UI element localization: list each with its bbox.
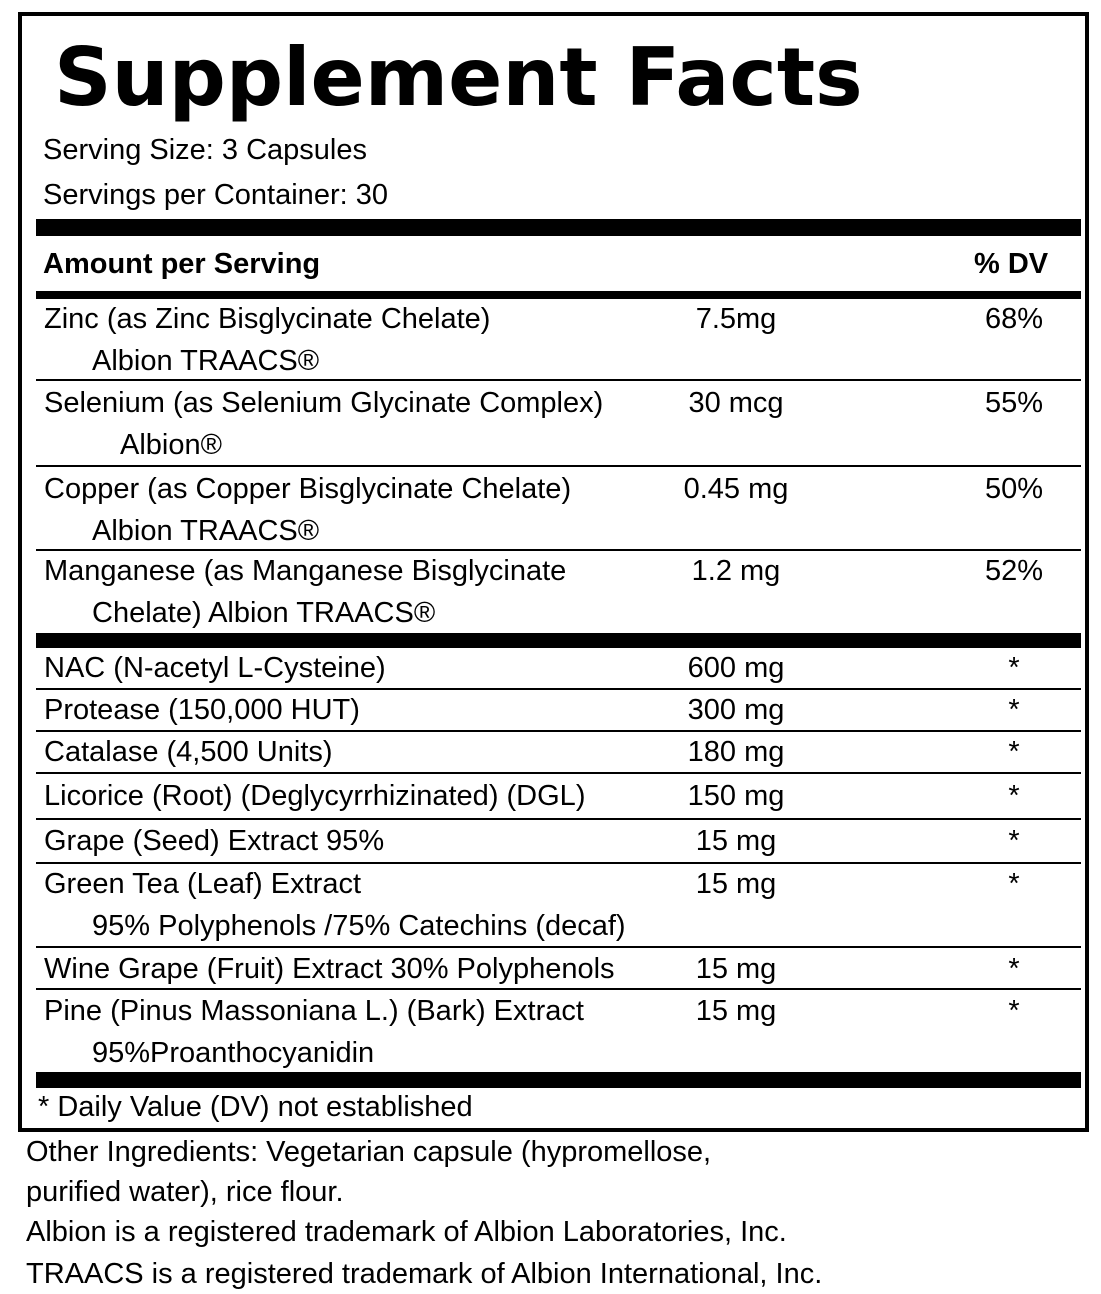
trademark-traacs: TRAACS is a registered trademark of Albion International, Inc.	[26, 1258, 823, 1290]
ingredient-amount: 600 mg	[687, 652, 785, 684]
ingredient-amount: 15 mg	[695, 868, 777, 900]
nutrient-dv: 50%	[984, 473, 1044, 505]
nutrient-dv: 68%	[984, 303, 1044, 335]
ingredient-amount: 15 mg	[695, 825, 777, 857]
serving-size: Serving Size: 3 Capsules	[43, 134, 367, 166]
ingredient-row-nac	[36, 648, 1081, 688]
nutrient-source: Chelate) Albion TRAACS®	[92, 597, 436, 629]
ingredient-amount: 15 mg	[695, 953, 777, 985]
ingredient-dv: *	[1008, 868, 1020, 900]
nutrient-row-manganese	[36, 551, 1081, 633]
nutrient-amount: 7.5mg	[695, 303, 777, 335]
ingredient-row-pine-bark	[36, 990, 1081, 1072]
ingredient-detail: 95%Proanthocyanidin	[92, 1037, 375, 1069]
thick-divider-bottom	[36, 1072, 1081, 1088]
ingredient-row-catalase	[36, 732, 1081, 772]
nutrient-row-zinc	[36, 299, 1081, 379]
ingredient-row-grape-seed	[36, 820, 1081, 862]
ingredient-dv: *	[1008, 652, 1020, 684]
thick-divider-top	[36, 219, 1081, 236]
ingredient-name: NAC (N-acetyl L-Cysteine)	[44, 652, 386, 684]
ingredient-name: Grape (Seed) Extract 95%	[44, 825, 385, 857]
panel-title: Supplement Facts	[54, 31, 863, 124]
ingredient-dv: *	[1008, 736, 1020, 768]
nutrient-source: Albion TRAACS®	[92, 345, 320, 377]
supplement-facts-panel	[18, 12, 1089, 1132]
nutrient-source: Albion TRAACS®	[92, 515, 320, 547]
ingredient-name: Pine (Pinus Massoniana L.) (Bark) Extract	[44, 995, 584, 1027]
ingredient-amount: 150 mg	[687, 780, 785, 812]
nutrient-name: Manganese (as Manganese Bisglycinate	[44, 555, 567, 587]
ingredient-row-protease	[36, 690, 1081, 730]
ingredient-name: Catalase (4,500 Units)	[44, 736, 333, 768]
ingredient-detail: 95% Polyphenols /75% Catechins (decaf)	[92, 910, 626, 942]
ingredient-row-wine-grape	[36, 948, 1081, 988]
servings-per-container: Servings per Container: 30	[43, 179, 388, 211]
nutrient-dv: 52%	[984, 555, 1044, 587]
nutrient-name: Zinc (as Zinc Bisglycinate Chelate)	[44, 303, 491, 335]
ingredient-amount: 300 mg	[687, 694, 785, 726]
ingredient-dv: *	[1008, 780, 1020, 812]
nutrient-name: Copper (as Copper Bisglycinate Chelate)	[44, 473, 572, 505]
other-ingredients-line2: purified water), rice flour.	[26, 1176, 344, 1208]
thick-divider-middle	[36, 633, 1081, 648]
daily-value-footnote: * Daily Value (DV) not established	[38, 1091, 473, 1123]
nutrient-amount: 1.2 mg	[691, 555, 781, 587]
ingredient-name: Wine Grape (Fruit) Extract 30% Polyphenols	[44, 953, 615, 985]
other-ingredients-line1: Other Ingredients: Vegetarian capsule (hypromellose,	[26, 1136, 712, 1168]
nutrient-amount: 0.45 mg	[683, 473, 789, 505]
ingredient-dv: *	[1008, 953, 1020, 985]
nutrient-source: Albion®	[120, 429, 222, 461]
header-daily-value: % DV	[974, 248, 1049, 280]
ingredient-amount: 180 mg	[687, 736, 785, 768]
ingredient-name: Green Tea (Leaf) Extract	[44, 868, 362, 900]
nutrient-dv: 55%	[984, 387, 1044, 419]
ingredient-name: Licorice (Root) (Deglycyrrhizinated) (DGL)	[44, 780, 586, 812]
header-amount-per-serving: Amount per Serving	[43, 248, 321, 280]
ingredient-row-green-tea	[36, 864, 1081, 946]
ingredient-dv: *	[1008, 995, 1020, 1027]
nutrient-amount: 30 mcg	[688, 387, 784, 419]
ingredient-amount: 15 mg	[695, 995, 777, 1027]
ingredient-row-licorice	[36, 774, 1081, 818]
ingredient-dv: *	[1008, 694, 1020, 726]
nutrient-row-selenium	[36, 381, 1081, 465]
ingredient-dv: *	[1008, 825, 1020, 857]
nutrient-name: Selenium (as Selenium Glycinate Complex)	[44, 387, 604, 419]
nutrient-row-copper	[36, 467, 1081, 549]
header-divider	[36, 291, 1081, 299]
ingredient-name: Protease (150,000 HUT)	[44, 694, 360, 726]
trademark-albion: Albion is a registered trademark of Albion Laboratories, Inc.	[26, 1216, 787, 1248]
